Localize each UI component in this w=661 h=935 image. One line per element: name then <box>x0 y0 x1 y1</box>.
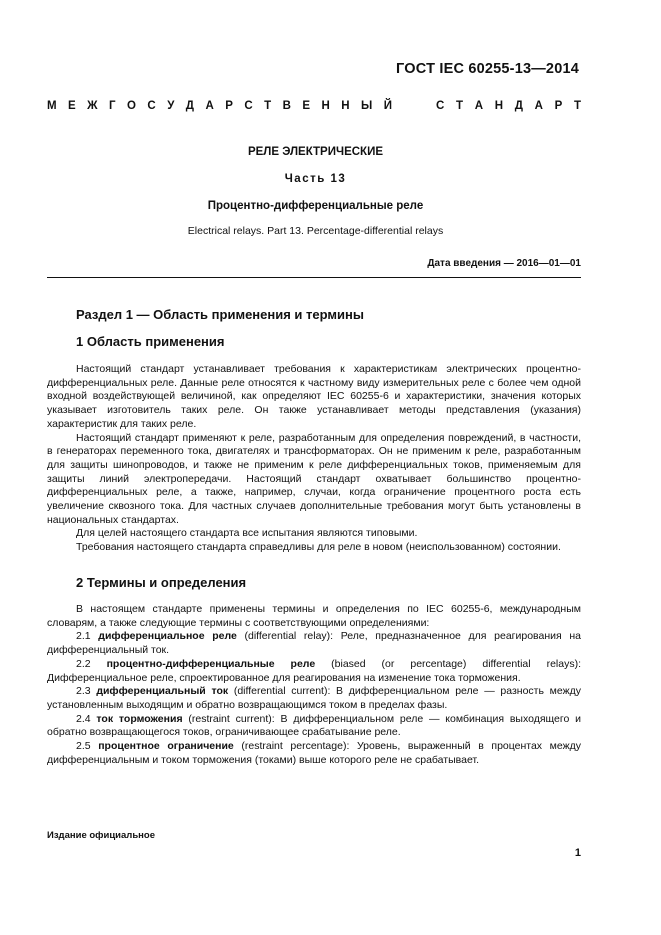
banner-letter: Г <box>109 100 116 112</box>
term-number: 2.2 <box>76 657 91 670</box>
banner-letter: Р <box>225 100 233 112</box>
scope-paragraph: Настоящий стандарт применяют к реле, разработанным для определения повреждений, в частности, в генераторах переменного тока, двигателях и трансформаторах. Он не применим к реле, разработанным для защиты шинопроводов, и также не применим к реле дифференциальных токов, применяемым для защиты линий электропередачи. Настоящий стандарт охватывает большинство процентно-дифференциальных реле, а также, например, случаи, когда ограничение процентного роста есть увеличение сквозного тока. Для частных случаев дополнительные требования могут быть установлены в национальных стандартах. <box>47 431 581 526</box>
header-divider <box>47 277 581 278</box>
term-number: 2.4 <box>76 712 91 725</box>
term-name: процентно-дифференциальные реле <box>106 657 316 670</box>
banner-word-standard <box>436 100 581 112</box>
terms-intro: В настоящем стандарте применены термины и определения по IEC 60255-6, международным словарям, а также следующие термины с соответствующими определениями: <box>47 603 581 629</box>
banner-letter: С <box>436 100 445 112</box>
term-definition <box>47 713 581 740</box>
effective-date: Дата введения — 2016—01—01 <box>427 258 581 269</box>
banner-letter: Т <box>573 100 581 112</box>
banner-letter: У <box>167 100 175 112</box>
banner-letter: Т <box>456 100 464 112</box>
term-body: (restraint percentage): Уровень, выраженный в процентах между дифференциальным и током торможения (токами) выше которого реле не срабатывает. <box>47 740 581 766</box>
scope-paragraph: Для целей настоящего стандарта все испытания являются типовыми. <box>76 527 418 540</box>
term-name: ток торможения <box>96 712 183 725</box>
clause-heading-terms: 2 Термины и определения <box>76 575 247 590</box>
banner-letter: Т <box>264 100 272 112</box>
term-name: дифференциальный ток <box>96 685 229 698</box>
banner-letter: С <box>147 100 156 112</box>
term-body: (restraint current): В дифференциальном реле — комбинация выходящего и обратно возвращающегося токов, ограничивающее срабатывание реле. <box>47 712 581 739</box>
banner-letter: А <box>534 100 543 112</box>
banner-letter: Н <box>321 100 330 112</box>
banner-letter: А <box>205 100 214 112</box>
scope-text <box>47 363 581 555</box>
banner-letter: Д <box>185 100 194 112</box>
banner-letter: Н <box>494 100 504 112</box>
term-name: дифференциальное реле <box>98 630 237 643</box>
term-definition <box>47 740 581 767</box>
document-subtitle: Процентно-дифференциальные реле <box>207 200 424 212</box>
banner-letter: С <box>244 100 253 112</box>
official-edition-note: Издание официальное <box>47 830 155 841</box>
terms-text <box>47 603 581 767</box>
scope-paragraph: Настоящий стандарт устанавливает требования к характеристикам электрических процентно-дифференциальных реле. Данные реле относятся к частному виду измерительных реле с более чем одной входной воздействующей величиной, как определяют IEC 60255-6 и характеристики, значения которых указывает изготовитель таких реле. Он также устанавливает методы представления (указания) характеристик для таких реле. <box>47 363 581 430</box>
banner-letter: Е <box>302 100 311 112</box>
banner-letter: Ж <box>87 100 98 112</box>
document-title-english: Electrical relays. Part 13. Percentage-differential relays <box>187 225 444 237</box>
banner-letter: А <box>474 100 484 112</box>
banner-letter: О <box>127 100 136 112</box>
banner-letter: В <box>282 100 291 112</box>
term-number: 2.1 <box>76 630 91 643</box>
standard-banner <box>47 100 581 112</box>
banner-letter: Ы <box>361 100 373 112</box>
page-number: 1 <box>574 847 581 859</box>
document-title: РЕЛЕ ЭЛЕКТРИЧЕСКИЕ <box>247 146 384 158</box>
banner-letter: М <box>47 100 57 112</box>
banner-letter: Д <box>514 100 523 112</box>
term-body: (biased (or percentage) differential relays): Дифференциальное реле, спроектированное для реагирования на изменение тока торможения. <box>47 657 581 684</box>
section-heading: Раздел 1 — Область применения и термины <box>76 307 364 322</box>
term-definition <box>47 630 581 657</box>
term-body: (differential relay): Реле, предназначенное для реагирования на дифференциальный ток. <box>47 630 581 657</box>
clause-heading-scope: 1 Область применения <box>76 334 225 349</box>
banner-letter: Н <box>341 100 350 112</box>
term-number: 2.3 <box>76 685 91 698</box>
standard-code: ГОСТ IEC 60255-13—2014 <box>396 61 579 77</box>
banner-letter: Е <box>68 100 76 112</box>
term-name: процентное ограничение <box>98 740 234 753</box>
banner-word-interstate <box>47 100 392 112</box>
term-body: (differential current): В дифференциальном реле — разность между установленным выходящим и обратно возвращающимся током в пределах фазы. <box>47 685 581 711</box>
term-definition <box>47 658 581 685</box>
term-definition <box>47 685 581 712</box>
scope-paragraph: Требования настоящего стандарта справедливы для реле в новом (неиспользованном) состоянии. <box>76 541 561 554</box>
document-part: Часть 13 <box>284 173 347 185</box>
banner-letter: Й <box>383 100 392 112</box>
banner-letter: Р <box>554 100 563 112</box>
term-number: 2.5 <box>76 740 91 753</box>
